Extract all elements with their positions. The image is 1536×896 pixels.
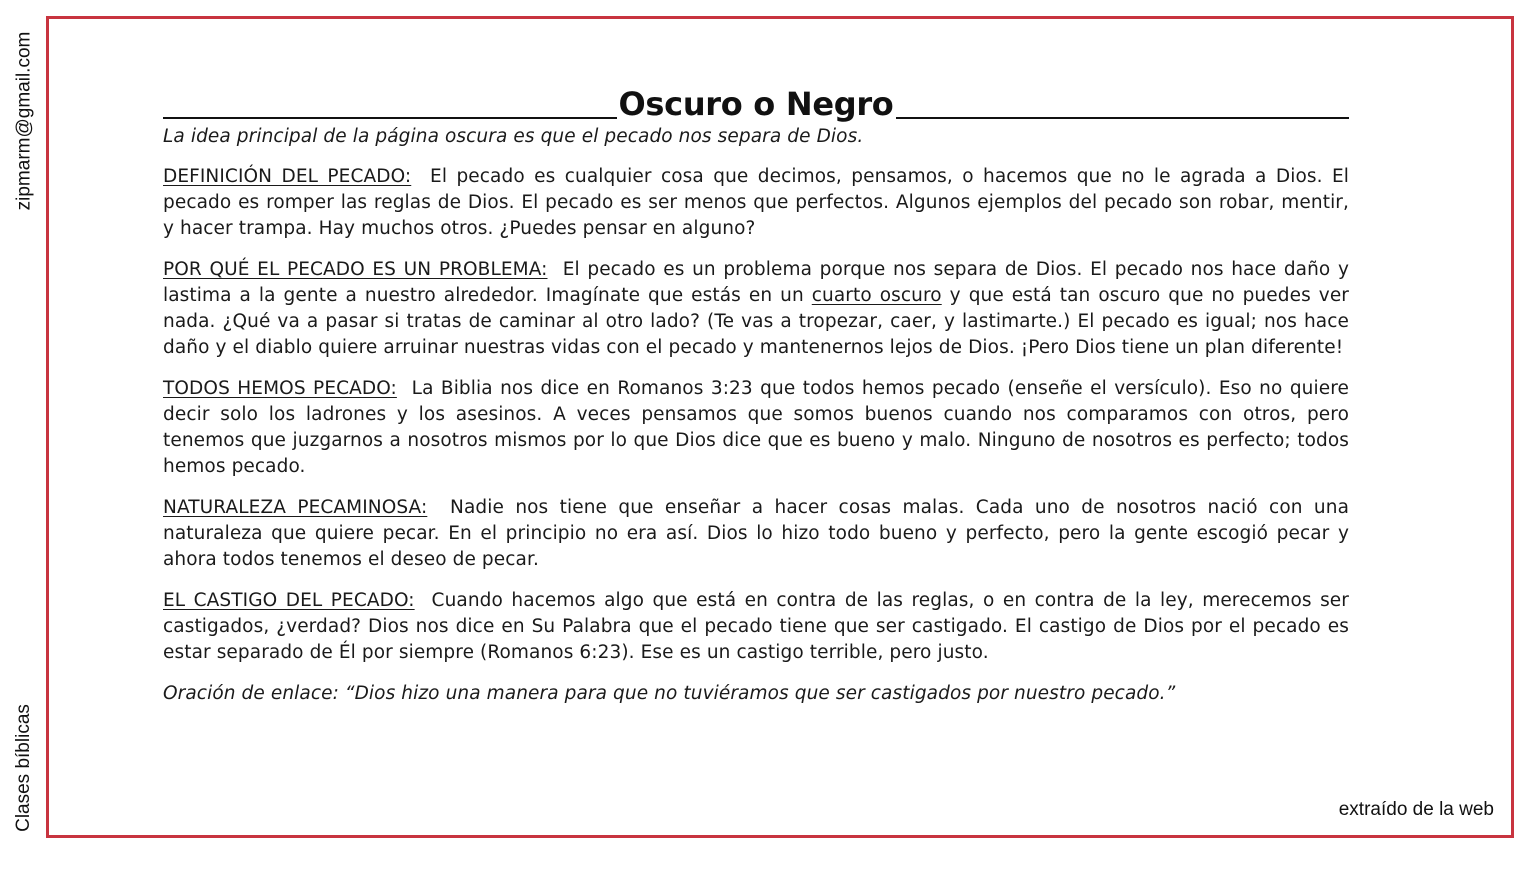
section-text: El pecado es cualquier cosa que decimos, pensamos, o hacemos que no le agrada a Dios. El pecado es romper las reglas de Dios. El pecado es ser menos que perfectos. Algunos ejemplos del pecado son robar, mentir, y hacer trampa. Hay muchos otros. ¿Puedes pensar en alguno? <box>163 166 1350 239</box>
section-punishment <box>163 588 1349 666</box>
section-all-sinned <box>163 376 1349 480</box>
side-class-label <box>10 698 38 838</box>
section-text: El pecado es un problema porque nos separa de Dios. El pecado nos hace daño y lastima a la gente a nuestro alrededor. Imagínate que estás en un <box>163 259 1349 306</box>
side-email-label <box>10 18 38 224</box>
section-text: Cuando hacemos algo que está en contra de las reglas, o en contra de la ley, merecemos ser castigados, ¿verdad? Dios nos dice en Su Palabra que el pecado tiene que ser castigado. El castigo de Dios por el pecado es estar separado de Él por siempre (Romanos 6:23). Ese es un castigo terrible, pero justo. <box>163 590 1349 663</box>
page-title: Oscuro o Negro <box>618 85 894 123</box>
source-note: extraído de la web <box>1338 799 1494 820</box>
section-problem <box>163 257 1349 361</box>
section-heading: TODOS HEMOS PECADO: <box>163 378 397 399</box>
title-row <box>163 78 1349 122</box>
title-rule-left <box>163 117 617 119</box>
document-body <box>163 124 1349 722</box>
section-text: Nadie nos tiene que enseñar a hacer cosas malas. Cada uno de nosotros nació con una naturaleza que quiere pecar. En el principio no era así. Dios lo hizo todo bueno y perfecto, pero la gente escogió pecar y ahora todos tenemos el deseo de pecar. <box>163 497 1350 570</box>
section-text-cont: y que está tan oscuro que no puedes ver nada. ¿Qué va a pasar si tratas de caminar al otro lado? (Te vas a tropezar, caer, y lastimarte.) El pecado es igual; nos hace daño y el diablo quiere arruinar nuestras vidas con el pecado y mantenernos lejos de Dios. ¡Pero Dios tiene un plan diferente! <box>163 285 1350 358</box>
section-heading: DEFINICIÓN DEL PECADO: <box>163 166 412 187</box>
email-text: zipmarm@gmail.com <box>13 31 35 211</box>
class-text: Clases bíblicas <box>13 704 34 832</box>
section-definition <box>163 164 1349 242</box>
title-rule-right <box>896 117 1350 119</box>
section-heading: POR QUÉ EL PECADO ES UN PROBLEMA: <box>163 259 548 280</box>
underlined-phrase: cuarto oscuro <box>811 285 942 306</box>
section-heading: EL CASTIGO DEL PECADO: <box>163 590 415 611</box>
section-text: La Biblia nos dice en Romanos 3:23 que todos hemos pecado (enseñe el versículo). Eso no quiere decir solo los ladrones y los asesinos. A veces pensamos que somos buenos cuando nos comparamos con otros, pero tenemos que juzgarnos a nosotros mismos por lo que Dios dice que es bueno y malo. Ninguno de nosotros es perfecto; todos hemos pecado. <box>163 378 1349 477</box>
intro-paragraph: La idea principal de la página oscura es que el pecado nos separa de Dios. <box>163 126 864 147</box>
section-heading: NATURALEZA PECAMINOSA: <box>163 497 428 518</box>
section-sinful-nature <box>163 495 1349 573</box>
closing-prayer: Oración de enlace: “Dios hizo una manera para que no tuviéramos que ser castigados por nuestro pecado.” <box>163 683 1176 704</box>
